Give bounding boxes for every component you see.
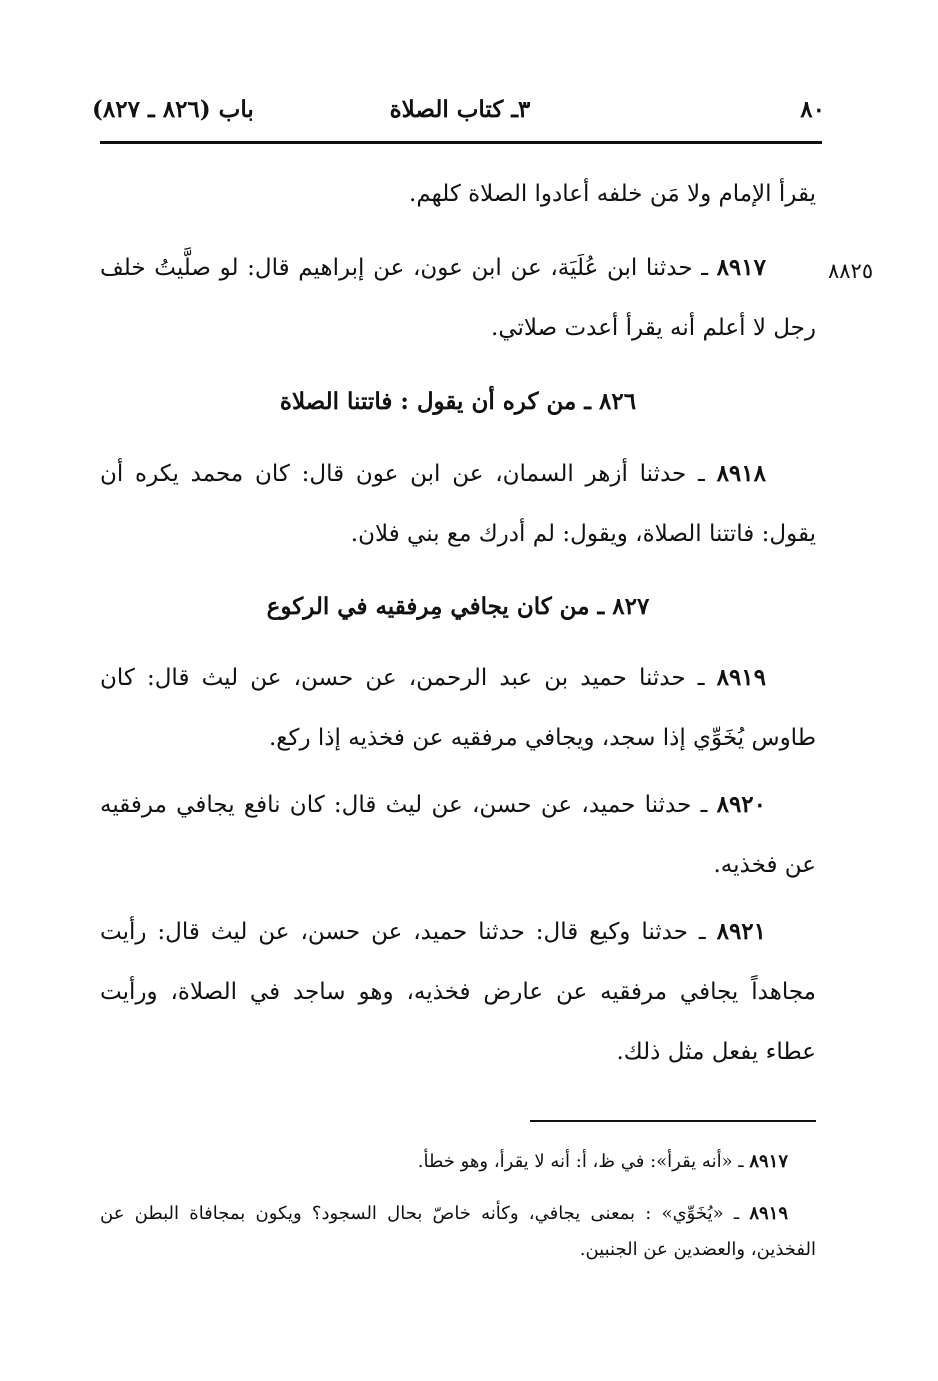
footnote-8919 bbox=[100, 1196, 816, 1268]
hadith-text: ـ حدثنا وكيع قال: حدثنا حميد، عن حسن، عن ليث قال: رأيت مجاهداً يجافي مرفقيه عن عارض فخذيه، وهو ساجد في الصلاة، ورأيت عطاء يفعل مثل ذلك. bbox=[100, 919, 816, 1065]
hadith-text: ـ حدثنا حميد بن عبد الرحمن، عن حسن، عن ليث قال: كان طاوس يُخَوِّي إذا سجد، ويجافي مرفقيه عن فخذيه إذا ركع. bbox=[100, 665, 816, 751]
chapter-range: باب (٨٢٦ ـ ٨٢٧) bbox=[92, 96, 254, 123]
hadith-text: ـ حدثنا حميد، عن حسن، عن ليث قال: كان نافع يجافي مرفقيه عن فخذيه. bbox=[100, 792, 816, 878]
hadith-number: ٨٩١٧ bbox=[716, 254, 766, 281]
hadith-text: ـ حدثنا ابن عُلَيَة، عن ابن عون، عن إبراهيم قال: لو صلَّيتُ خلف رجل لا أعلم أنه يقرأ أعدت صلاتي. bbox=[100, 255, 816, 341]
hadith-8919 bbox=[100, 648, 816, 768]
page-number: ٨٠ bbox=[800, 96, 825, 123]
hadith-number: ٨٩١٩ bbox=[716, 664, 767, 691]
hadith-8918 bbox=[100, 444, 816, 564]
footnote-text: ـ «يُخَوِّي» : بمعنى يجافي، وكأنه خاصّ بحال السجود؟ ويكون بمجافاة البطن عن الفخذين، والعضدين عن الجنبين. bbox=[100, 1203, 816, 1260]
footnote-8917 bbox=[100, 1144, 816, 1180]
hadith-text: ـ حدثنا أزهر السمان، عن ابن عون قال: كان محمد يكره أن يقول: فاتتنا الصلاة، ويقول: لم أدرك مع بني فلان. bbox=[100, 461, 816, 547]
hadith-number: ٨٩١٨ bbox=[716, 460, 766, 487]
header-rule bbox=[100, 141, 822, 144]
chapter-heading-827: ٨٢٧ ـ من كان يجافي مِرفقيه في الركوع bbox=[266, 593, 650, 620]
margin-reference: ٨٨٢٥ bbox=[828, 259, 874, 283]
hadith-8917 bbox=[100, 238, 816, 358]
footnote-text: ـ «أنه يقرأ»: في ظ، أ: أنه لا يقرأ، وهو خطأ. bbox=[417, 1151, 744, 1172]
chapter-heading-826: ٨٢٦ ـ من كره أن يقول : فاتتنا الصلاة bbox=[279, 388, 637, 415]
continuation-text: يقرأ الإمام ولا مَن خلفه أعادوا الصلاة كلهم. bbox=[409, 181, 816, 207]
hadith-8921 bbox=[100, 902, 816, 1082]
hadith-number: ٨٩٢٠ bbox=[716, 791, 767, 818]
footnote-rule bbox=[530, 1120, 816, 1122]
footnote-number: ٨٩١٩ bbox=[749, 1203, 788, 1224]
hadith-8920 bbox=[100, 775, 816, 895]
hadith-number: ٨٩٢١ bbox=[716, 918, 767, 945]
book-title: ٣ـ كتاب الصلاة bbox=[389, 96, 531, 123]
footnote-number: ٨٩١٧ bbox=[749, 1151, 788, 1172]
